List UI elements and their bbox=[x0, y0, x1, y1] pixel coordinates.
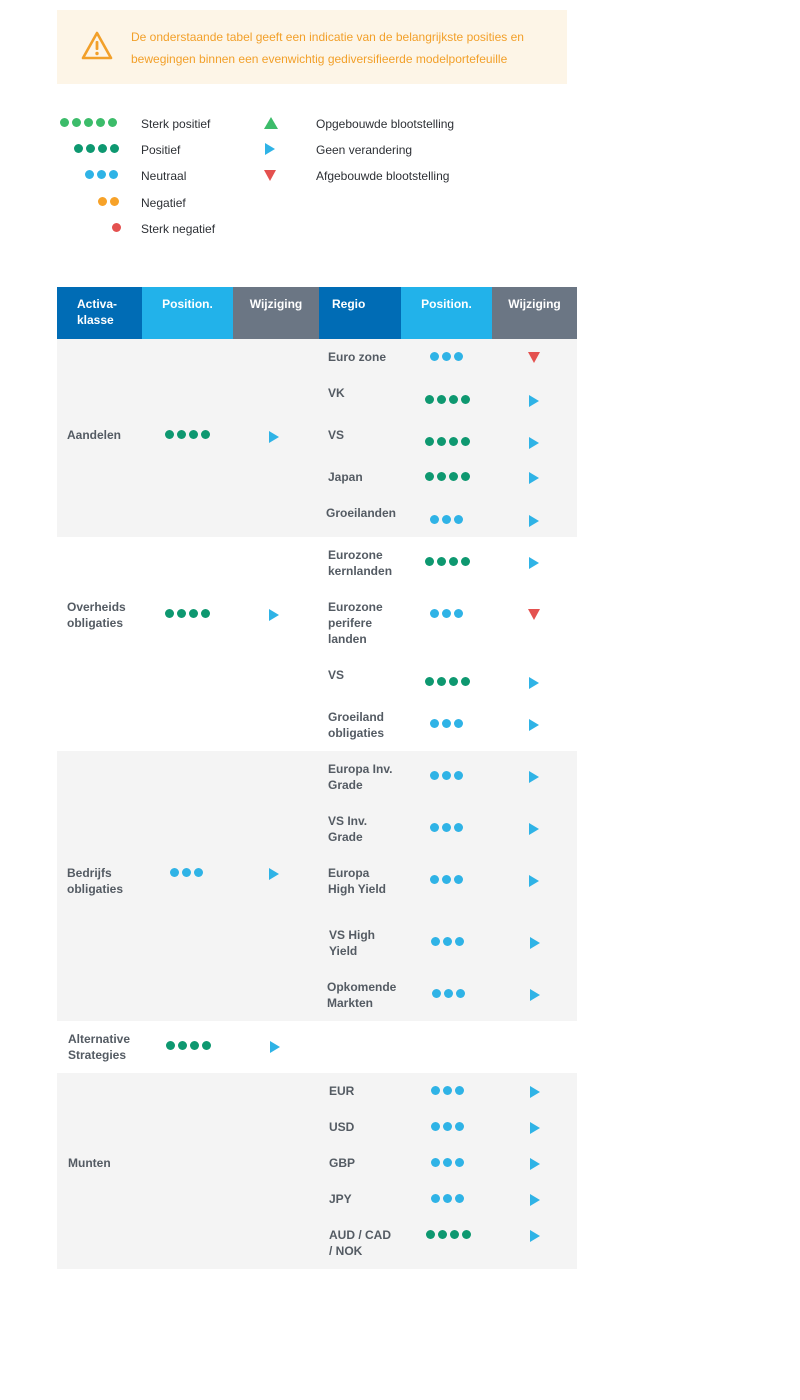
dots-positive-icon bbox=[425, 557, 470, 566]
triangle-right-icon bbox=[530, 989, 540, 1001]
triangle-right-icon bbox=[530, 1122, 540, 1134]
legend-label: Afgebouwde blootstelling bbox=[316, 169, 450, 183]
dots-neutral-icon bbox=[431, 1194, 464, 1203]
header-position: Position. bbox=[142, 287, 233, 339]
dots-neutral-icon bbox=[431, 1122, 464, 1131]
legend-label: Sterk positief bbox=[141, 117, 211, 131]
region-vk: VK bbox=[328, 386, 345, 400]
dots-neutral-icon bbox=[431, 1158, 464, 1167]
region-aud-cad-nok: AUD / CAD / NOK bbox=[329, 1228, 391, 1258]
region-vs: VS bbox=[328, 428, 345, 442]
dots-neutral-icon bbox=[170, 868, 203, 877]
triangle-right-icon bbox=[269, 868, 279, 880]
group-band-alternative bbox=[57, 1021, 577, 1073]
region-euro-zone: Euro zone bbox=[328, 350, 387, 364]
dots-neutral-icon bbox=[432, 989, 465, 998]
region-gbp: GBP bbox=[329, 1156, 356, 1170]
legend-label: Positief bbox=[141, 143, 181, 157]
legend-label: Sterk negatief bbox=[141, 222, 216, 236]
triangle-right-icon bbox=[529, 472, 539, 484]
dots-neutral-icon bbox=[431, 1086, 464, 1095]
dots-neutral-icon bbox=[430, 352, 463, 361]
triangle-right-icon bbox=[529, 437, 539, 449]
dots-positive-icon bbox=[425, 437, 470, 446]
dots-negative-icon bbox=[98, 197, 119, 206]
triangle-right-icon bbox=[529, 771, 539, 783]
region-groeilanden: Groeilanden bbox=[326, 506, 397, 520]
triangle-right-icon bbox=[270, 1041, 280, 1053]
region-eur: EUR bbox=[329, 1084, 355, 1098]
triangle-right-icon bbox=[265, 143, 275, 155]
dots-neutral-icon bbox=[430, 771, 463, 780]
header-region-change: Wijziging bbox=[492, 287, 577, 339]
region-vs-obligaties: VS bbox=[328, 668, 345, 682]
header-region-position: Position. bbox=[401, 287, 492, 339]
dots-neutral-icon bbox=[430, 719, 463, 728]
dots-neutral-icon bbox=[430, 515, 463, 524]
triangle-down-icon bbox=[264, 170, 276, 181]
asset-class-alternative-strategies: Alternative Strategies bbox=[68, 1032, 131, 1062]
dots-positive-icon bbox=[426, 1230, 471, 1239]
triangle-up-icon bbox=[264, 117, 278, 129]
triangle-right-icon bbox=[530, 1194, 540, 1206]
dots-positive-icon bbox=[166, 1041, 211, 1050]
triangle-right-icon bbox=[530, 1158, 540, 1170]
dots-positive-icon bbox=[425, 472, 470, 481]
dots-neutral-icon bbox=[85, 170, 118, 179]
region-usd: USD bbox=[329, 1120, 355, 1134]
triangle-right-icon bbox=[530, 1230, 540, 1242]
triangle-right-icon bbox=[529, 677, 539, 689]
dots-neutral-icon bbox=[431, 937, 464, 946]
legend-label: Opgebouwde blootstelling bbox=[316, 117, 455, 131]
triangle-down-icon bbox=[528, 352, 540, 363]
region-eurozone-perifere-landen: Eurozone perifere landen bbox=[328, 600, 383, 646]
triangle-right-icon bbox=[529, 823, 539, 835]
region-europa-inv-grade: Europa Inv. Grade bbox=[328, 762, 393, 792]
warning-icon bbox=[81, 30, 113, 62]
legend-label: Geen verandering bbox=[316, 143, 413, 157]
region-jpy: JPY bbox=[329, 1192, 352, 1206]
triangle-right-icon bbox=[529, 395, 539, 407]
region-eurozone-kernlanden: Eurozone kernlanden bbox=[328, 548, 393, 578]
header-region: Regio bbox=[319, 287, 401, 339]
header-asset-class: Activa- klasse bbox=[57, 287, 142, 339]
triangle-down-icon bbox=[528, 609, 540, 620]
dots-positive-icon bbox=[425, 395, 470, 404]
region-vs-inv-grade: VS Inv. Grade bbox=[328, 814, 368, 844]
region-vs-high-yield: VS High Yield bbox=[329, 928, 376, 958]
region-groeiland-obligaties: Groeiland obligaties bbox=[328, 710, 385, 740]
asset-class-bedrijfs-obligaties: Bedrijfs obligaties bbox=[67, 866, 124, 896]
notice-box bbox=[57, 10, 567, 84]
region-japan: Japan bbox=[328, 470, 363, 484]
dots-positive-icon bbox=[425, 677, 470, 686]
asset-class-munten: Munten bbox=[68, 1156, 111, 1170]
triangle-right-icon bbox=[530, 937, 540, 949]
dots-positive-icon bbox=[165, 609, 210, 618]
dots-neutral-icon bbox=[430, 875, 463, 884]
group-band-overheids bbox=[57, 537, 577, 751]
asset-class-overheids-obligaties: Overheids obligaties bbox=[67, 600, 126, 630]
legend-label: Negatief bbox=[141, 196, 186, 210]
triangle-right-icon bbox=[529, 719, 539, 731]
notice-text: De onderstaande tabel geeft een indicatie van de belangrijkste posities en bewegingen binnen een evenwichtig gediversifieerde modelportefeuille bbox=[131, 30, 524, 66]
group-band-aandelen bbox=[57, 339, 577, 537]
group-band-bedrijfs bbox=[57, 751, 577, 1021]
header-change: Wijziging bbox=[233, 287, 319, 339]
dots-strong-positive-icon bbox=[60, 118, 117, 127]
group-band-munten bbox=[57, 1073, 577, 1269]
dots-strong-negative-icon bbox=[112, 223, 121, 232]
triangle-right-icon bbox=[269, 431, 279, 443]
triangle-right-icon bbox=[530, 1086, 540, 1098]
dots-positive-icon bbox=[74, 144, 119, 153]
asset-class-aandelen: Aandelen bbox=[67, 428, 122, 442]
dots-neutral-icon bbox=[430, 609, 463, 618]
region-europa-high-yield: Europa High Yield bbox=[328, 866, 387, 896]
triangle-right-icon bbox=[529, 557, 539, 569]
triangle-right-icon bbox=[269, 609, 279, 621]
region-opkomende-markten: Opkomende Markten bbox=[327, 980, 397, 1010]
dots-positive-icon bbox=[165, 430, 210, 439]
legend-label: Neutraal bbox=[141, 169, 187, 183]
triangle-right-icon bbox=[529, 515, 539, 527]
triangle-right-icon bbox=[529, 875, 539, 887]
dots-neutral-icon bbox=[430, 823, 463, 832]
